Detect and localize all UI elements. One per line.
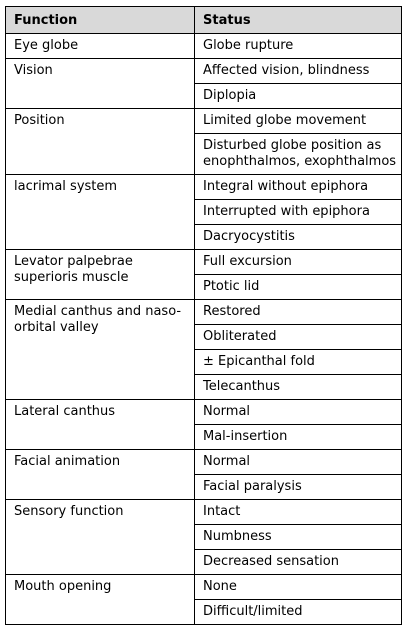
function-cell: Position <box>6 109 195 175</box>
status-cell: None <box>195 575 402 600</box>
status-cell: Limited globe movement <box>195 109 402 134</box>
table-row <box>6 300 402 325</box>
header-function: Function <box>6 7 195 34</box>
status-cell: Disturbed globe position as enophthalmos, exophthalmos <box>195 134 402 175</box>
function-cell: Sensory function <box>6 500 195 575</box>
header-row <box>6 7 402 34</box>
status-cell: Mal-insertion <box>195 425 402 450</box>
table-body <box>6 34 402 625</box>
status-cell: Normal <box>195 450 402 475</box>
status-cell: Integral without epiphora <box>195 175 402 200</box>
status-cell: Intact <box>195 500 402 525</box>
status-cell: Diplopia <box>195 84 402 109</box>
table-row <box>6 575 402 600</box>
status-cell: Affected vision, blindness <box>195 59 402 84</box>
status-cell: Restored <box>195 300 402 325</box>
function-cell: Mouth opening <box>6 575 195 625</box>
table-row <box>6 109 402 134</box>
status-cell: Globe rupture <box>195 34 402 59</box>
status-cell: Dacryocystitis <box>195 225 402 250</box>
function-cell: Facial animation <box>6 450 195 500</box>
status-cell: Interrupted with epiphora <box>195 200 402 225</box>
table-row <box>6 59 402 84</box>
status-cell: Ptotic lid <box>195 275 402 300</box>
table-row <box>6 250 402 275</box>
status-cell: Numbness <box>195 525 402 550</box>
table-row <box>6 400 402 425</box>
function-cell: Eye globe <box>6 34 195 59</box>
function-status-table <box>5 6 402 625</box>
function-cell: Lateral canthus <box>6 400 195 450</box>
status-cell: Telecanthus <box>195 375 402 400</box>
status-cell: Facial paralysis <box>195 475 402 500</box>
status-cell: Decreased sensation <box>195 550 402 575</box>
status-cell: Full excursion <box>195 250 402 275</box>
table-row <box>6 450 402 475</box>
function-cell: Levator palpebrae superioris muscle <box>6 250 195 300</box>
status-cell: Difficult/limited <box>195 600 402 625</box>
status-cell: Obliterated <box>195 325 402 350</box>
function-cell: Vision <box>6 59 195 109</box>
function-cell: lacrimal system <box>6 175 195 250</box>
status-cell: Normal <box>195 400 402 425</box>
table-row <box>6 34 402 59</box>
status-cell: ± Epicanthal fold <box>195 350 402 375</box>
table-row <box>6 500 402 525</box>
header-status: Status <box>195 7 402 34</box>
table-row <box>6 175 402 200</box>
function-cell: Medial canthus and naso-orbital valley <box>6 300 195 400</box>
